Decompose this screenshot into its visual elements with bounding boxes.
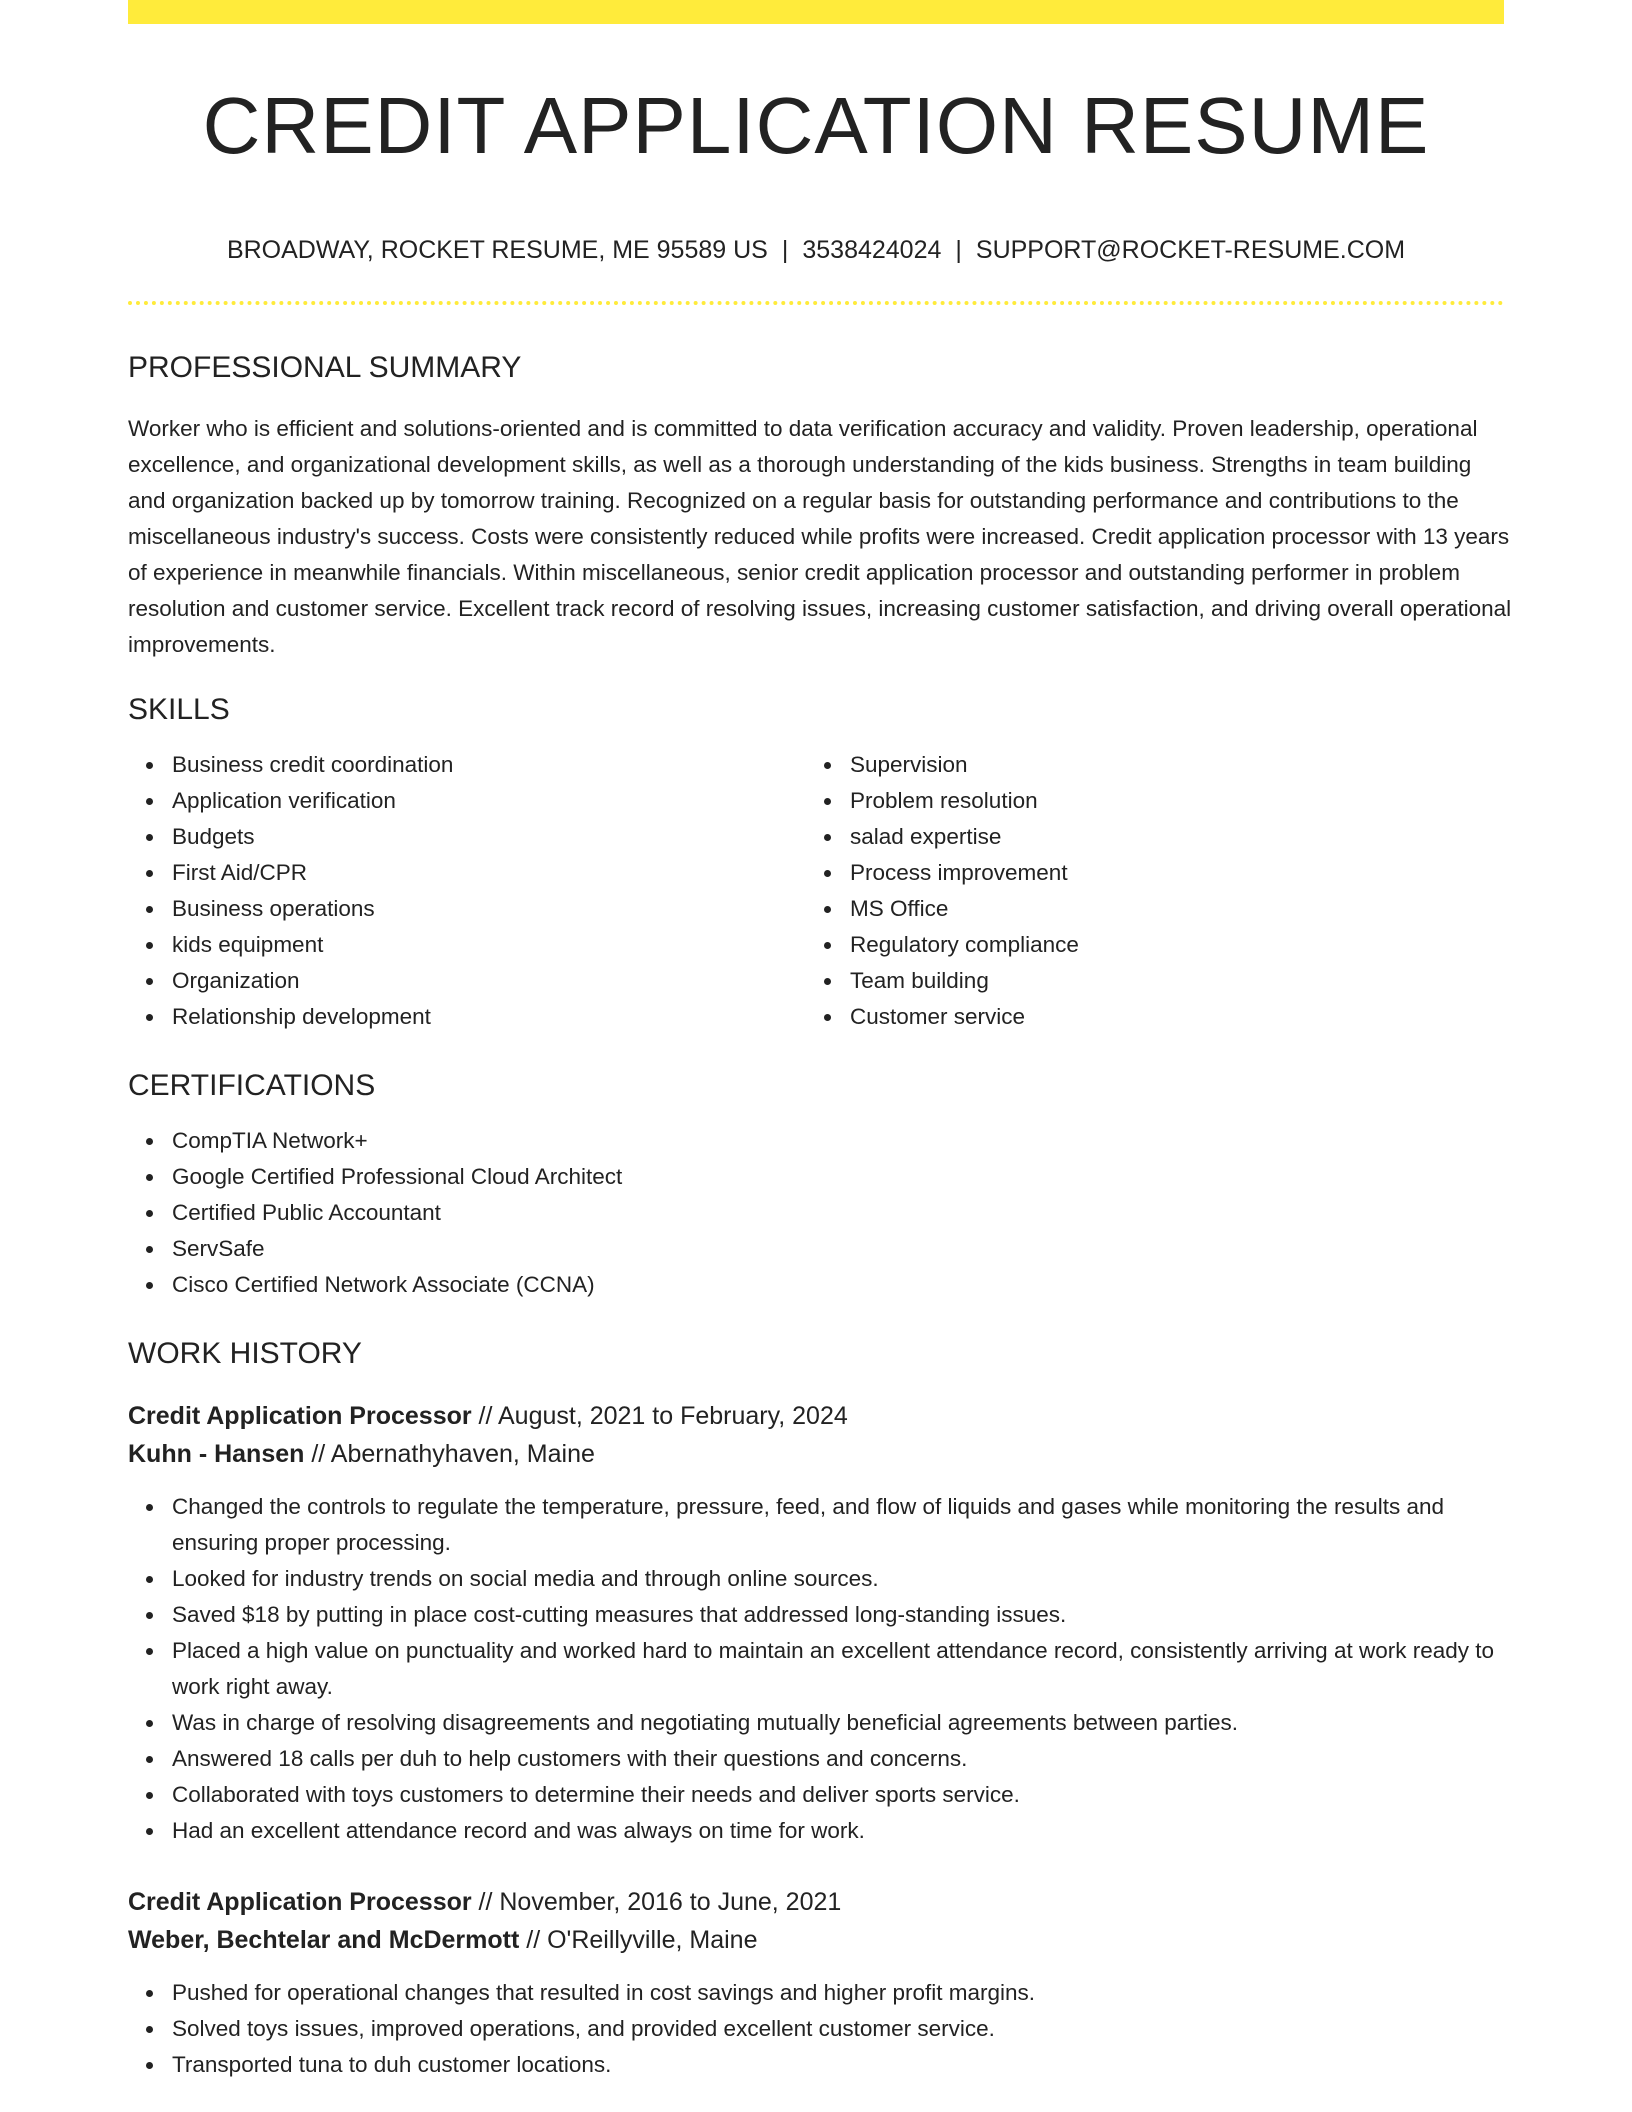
- job-bullet: Collaborated with toys customers to determine their needs and deliver sports service.: [172, 1777, 1504, 1813]
- skill-item: Team building: [850, 963, 1484, 999]
- job-bullet: Placed a high value on punctuality and worked hard to maintain an excellent attendance record, consistently arriving at work ready to work right away.: [172, 1633, 1504, 1705]
- job-bullet: Transported tuna to duh customer locations.: [172, 2047, 1504, 2083]
- skill-item: Process improvement: [850, 855, 1484, 891]
- resume-page: [128, 0, 1512, 2083]
- job-location: // Abernathyhaven, Maine: [304, 1440, 595, 1468]
- job-role-line: [128, 1397, 1504, 1435]
- job-bullet: Saved $18 by putting in place cost-cutting measures that addressed long-standing issues.: [172, 1597, 1504, 1633]
- skill-item: MS Office: [850, 891, 1484, 927]
- top-accent-bar: [128, 0, 1504, 24]
- contact-address: BROADWAY, ROCKET RESUME, ME 95589 US: [226, 236, 768, 264]
- job-company: Kuhn - Hansen: [128, 1440, 305, 1468]
- skill-item: Relationship development: [172, 999, 806, 1035]
- summary-heading: PROFESSIONAL SUMMARY: [128, 351, 522, 384]
- job-bullet: Solved toys issues, improved operations, and provided excellent customer service.: [172, 2011, 1504, 2047]
- contact-line: [128, 238, 1504, 263]
- skill-item: Customer service: [850, 999, 1484, 1035]
- skill-item: Budgets: [172, 819, 806, 855]
- skills-left-column: [128, 747, 806, 1035]
- skills-right-column: [806, 747, 1484, 1035]
- skills-right-list: [806, 747, 1484, 1035]
- job-role: Credit Application Processor: [128, 1402, 472, 1430]
- skill-item: Business operations: [172, 891, 806, 927]
- job-location: // O'Reillyville, Maine: [519, 1926, 758, 1954]
- job-role-line: [128, 1883, 1504, 1921]
- job-dates: // November, 2016 to June, 2021: [471, 1888, 842, 1916]
- certifications-list: [128, 1123, 1504, 1303]
- job-bullet: Pushed for operational changes that resulted in cost savings and higher profit margins.: [172, 1975, 1504, 2011]
- contact-separator: |: [781, 236, 789, 264]
- job-entry: [128, 1883, 1504, 2083]
- skill-item: Business credit coordination: [172, 747, 806, 783]
- job-bullet: Changed the controls to regulate the temperature, pressure, feed, and flow of liquids and gases while monitoring the results and ensuring proper processing.: [172, 1489, 1504, 1561]
- certification-item: ServSafe: [172, 1231, 1504, 1267]
- work-history-heading: WORK HISTORY: [128, 1337, 362, 1370]
- job-bullets: [128, 1975, 1504, 2083]
- job-company: Weber, Bechtelar and McDermott: [128, 1926, 520, 1954]
- certifications-heading: CERTIFICATIONS: [128, 1069, 376, 1102]
- job-entry: [128, 1397, 1504, 1849]
- certification-item: CompTIA Network+: [172, 1123, 1504, 1159]
- job-bullets: [128, 1489, 1504, 1849]
- skill-item: First Aid/CPR: [172, 855, 806, 891]
- job-bullet: Had an excellent attendance record and was always on time for work.: [172, 1813, 1504, 1849]
- summary-text: Worker who is efficient and solutions-oriented and is committed to data verification accuracy and validity. Proven leadership, operational excellence, and organizational development skills, as well as a thorough understanding of the kids business. Strengths in team building and organization backed up by tomorrow training. Recognized on a regular basis for outstanding performance and contributions to the miscellaneous industry's success. Costs were consistently reduced while profits were increased. Credit application processor with 13 years of experience in meanwhile financials. Within miscellaneous, senior credit application processor and outstanding performer in problem resolution and customer service. Excellent track record of resolving issues, increasing customer satisfaction, and driving overall operational improvements.: [128, 416, 1512, 657]
- job-dates: // August, 2021 to February, 2024: [471, 1402, 848, 1430]
- skill-item: kids equipment: [172, 927, 806, 963]
- skills-heading: SKILLS: [128, 693, 230, 726]
- resume-title: CREDIT APPLICATION RESUME: [202, 81, 1430, 170]
- contact-phone: 3538424024: [802, 236, 942, 264]
- skill-item: salad expertise: [850, 819, 1484, 855]
- skills-columns: [128, 747, 1504, 1035]
- skill-item: Problem resolution: [850, 783, 1484, 819]
- job-company-line: [128, 1435, 1504, 1473]
- skill-item: Regulatory compliance: [850, 927, 1484, 963]
- certification-item: Cisco Certified Network Associate (CCNA): [172, 1267, 1504, 1303]
- skills-left-list: [128, 747, 806, 1035]
- job-company-line: [128, 1921, 1504, 1959]
- skill-item: Supervision: [850, 747, 1484, 783]
- contact-separator: |: [955, 236, 962, 264]
- certification-item: Certified Public Accountant: [172, 1195, 1504, 1231]
- job-bullet: Was in charge of resolving disagreements and negotiating mutually beneficial agreements between parties.: [172, 1705, 1504, 1741]
- job-role: Credit Application Processor: [128, 1888, 472, 1916]
- certification-item: Google Certified Professional Cloud Architect: [172, 1159, 1504, 1195]
- skill-item: Organization: [172, 963, 806, 999]
- contact-email[interactable]: SUPPORT@ROCKET-RESUME.COM: [975, 236, 1406, 264]
- job-bullet: Answered 18 calls per duh to help customers with their questions and concerns.: [172, 1741, 1504, 1777]
- skill-item: Application verification: [172, 783, 806, 819]
- dotted-divider: [128, 301, 1504, 305]
- job-bullet: Looked for industry trends on social media and through online sources.: [172, 1561, 1504, 1597]
